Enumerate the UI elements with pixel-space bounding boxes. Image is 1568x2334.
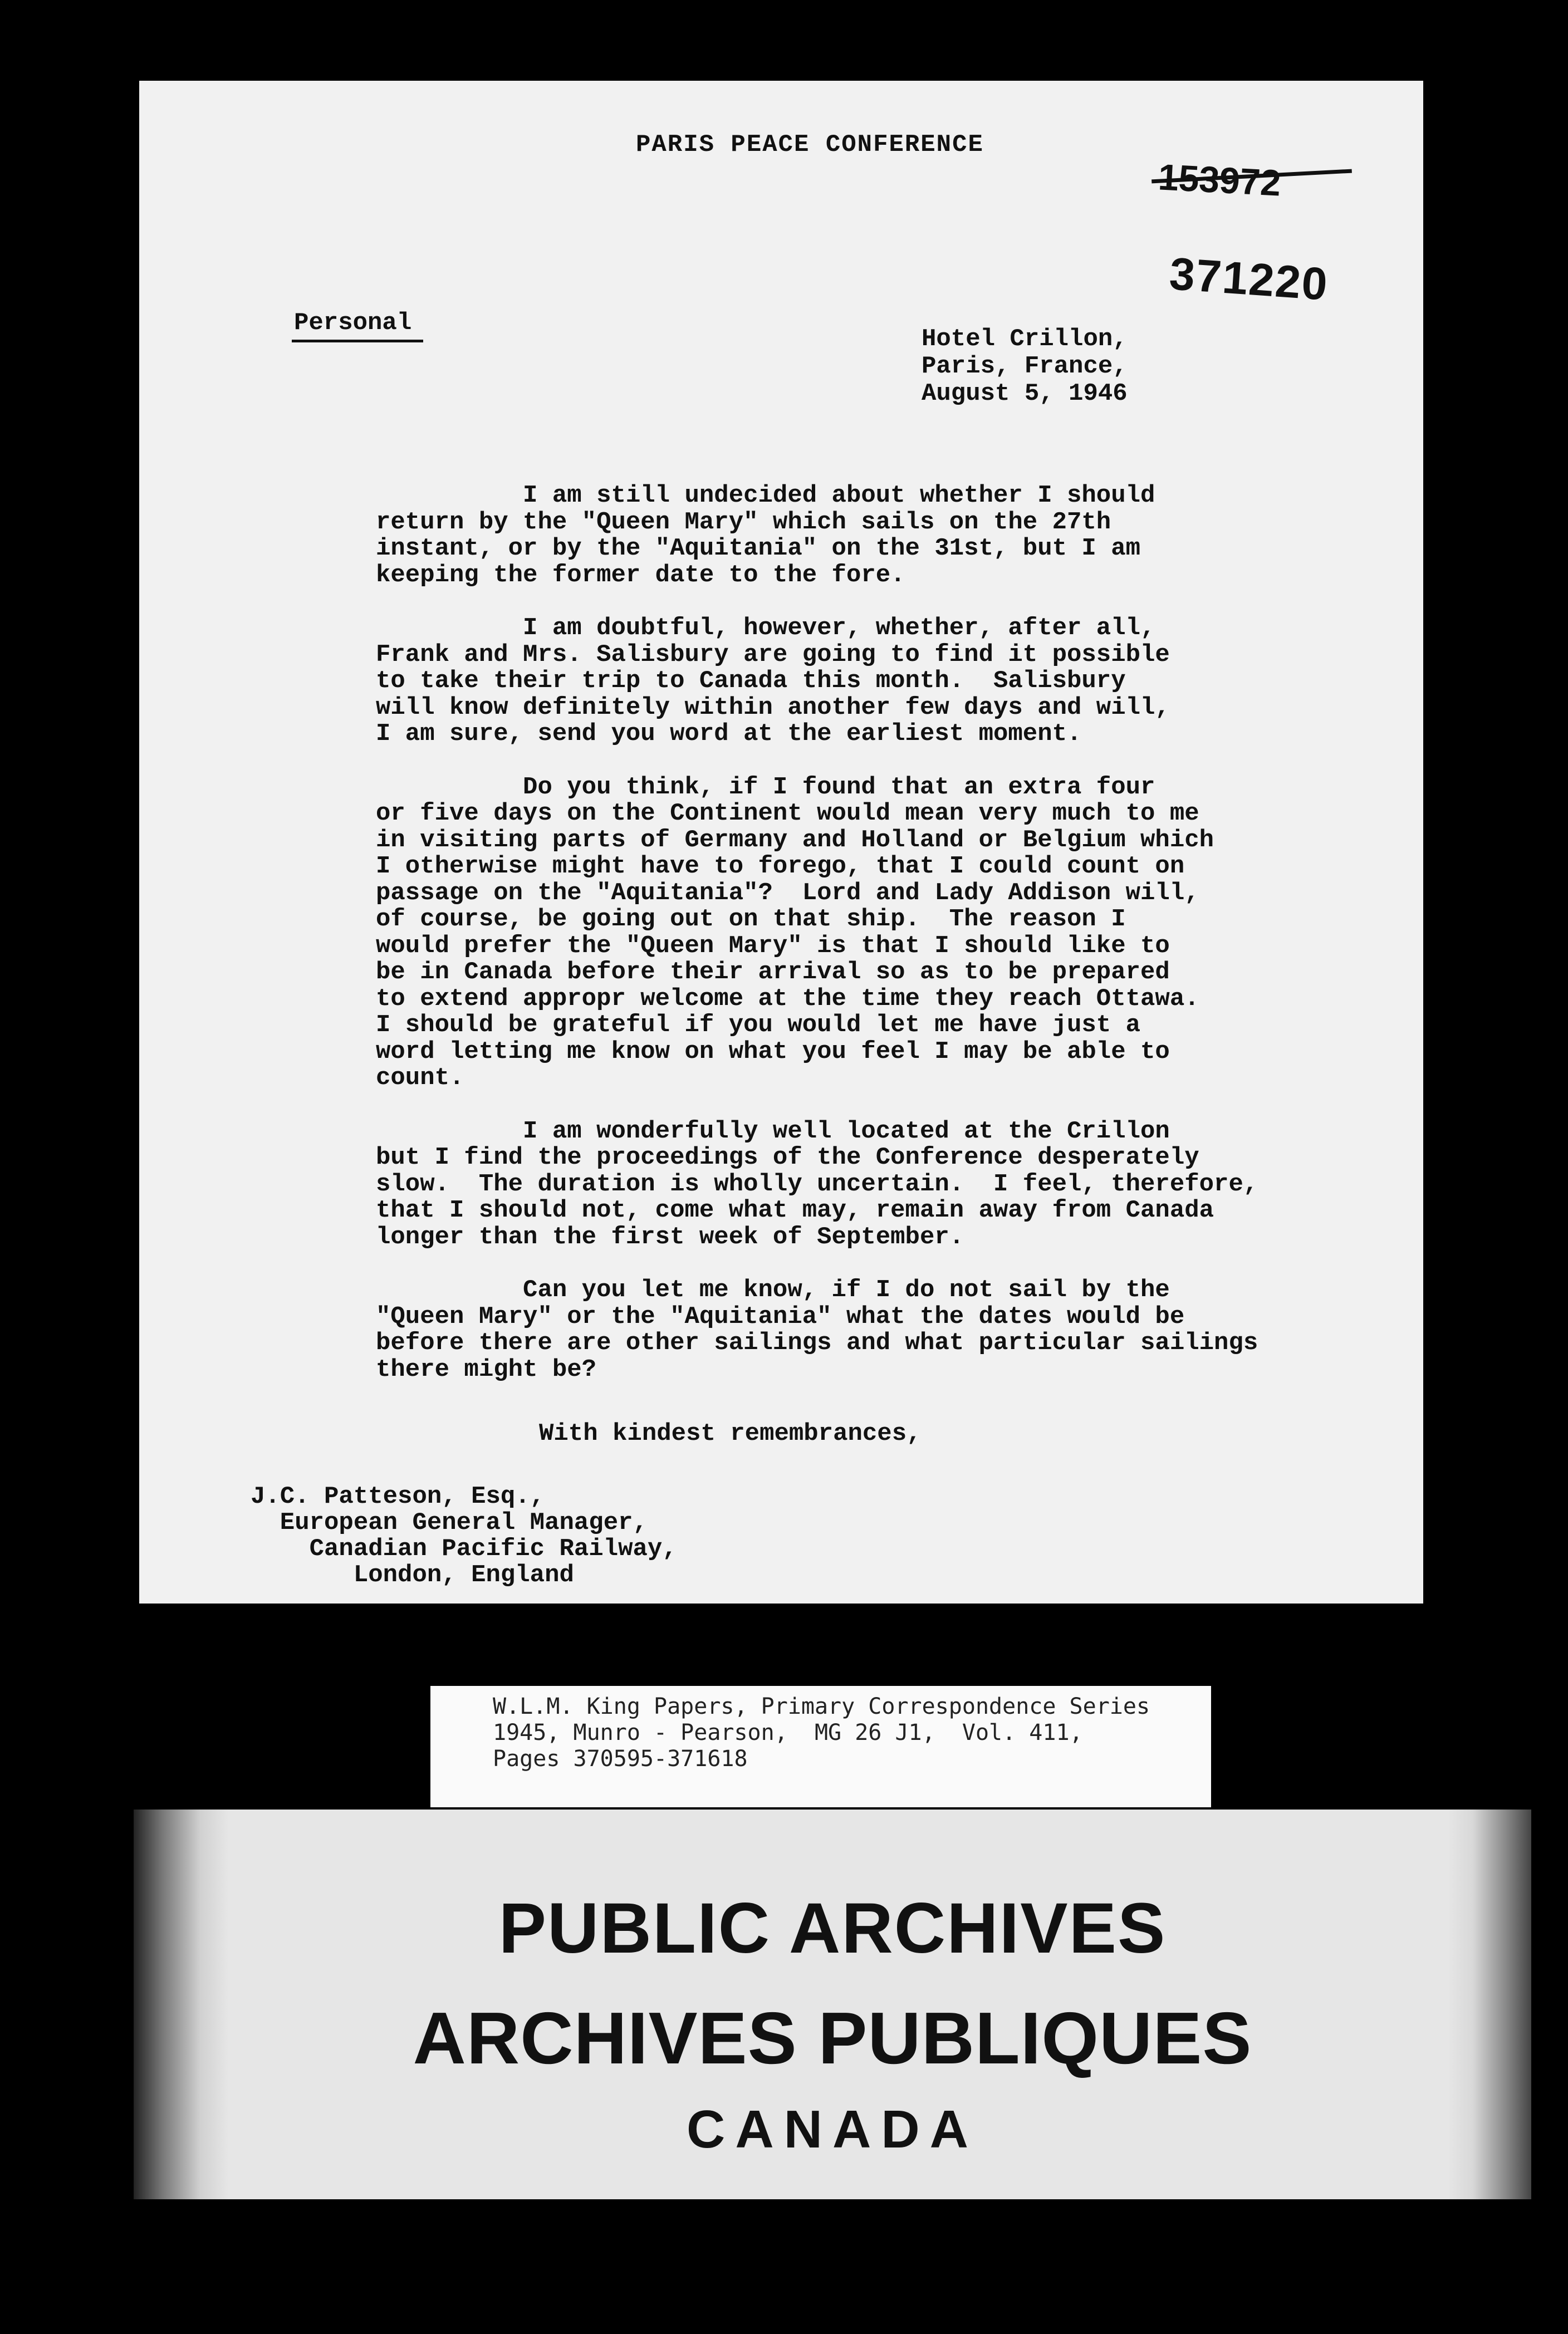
stamp-line-country: CANADA: [687, 2100, 978, 2159]
stamp-line-english: PUBLIC ARCHIVES: [498, 1889, 1167, 1968]
paragraph: [376, 1277, 1258, 1383]
text-line: of course, be going out on that ship. The reason I: [376, 905, 1126, 933]
sender-address: [922, 326, 1128, 408]
text-line: passage on the "Aquitania"? Lord and Lady Addison will,: [376, 879, 1199, 907]
address-line: Hotel Crillon,: [922, 325, 1128, 353]
text-line: or five days on the Continent would mean very much to me: [376, 800, 1199, 827]
old-page-number: 153972: [1157, 156, 1282, 204]
letter-body: [376, 483, 1258, 1410]
reference-line: W.L.M. King Papers, Primary Correspondence Series: [493, 1694, 1150, 1719]
text-line: count.: [376, 1064, 464, 1092]
stamp-line-french: ARCHIVES PUBLIQUES: [413, 1997, 1252, 2079]
reference-line: 1945, Munro - Pearson, MG 26 J1, Vol. 411,: [493, 1720, 1083, 1745]
text-line: Do you think, if I found that an extra four: [376, 773, 1155, 801]
text-line: Frank and Mrs. Salisbury are going to find it possible: [376, 640, 1170, 669]
recipient-address: [251, 1484, 677, 1588]
closing: With kindest remembrances,: [539, 1420, 922, 1448]
public-archives-stamp: [134, 1810, 1531, 2199]
text-line: be in Canada before their arrival so as to be prepared: [376, 958, 1170, 986]
paragraph: [376, 483, 1258, 589]
text-line: to take their trip to Canada this month. Salisbury: [376, 667, 1126, 695]
text-line: I am sure, send you word at the earliest moment.: [376, 720, 1082, 748]
address-date: August 5, 1946: [922, 380, 1128, 408]
text-line: longer than the first week of September.: [376, 1223, 964, 1251]
archive-reference-label: [430, 1686, 1211, 1807]
text-line: I am wonderfully well located at the Crillon: [376, 1117, 1170, 1145]
text-line: keeping the former date to the fore.: [376, 561, 905, 589]
page-number: 371220: [1168, 248, 1330, 310]
paragraph: [376, 774, 1258, 1092]
recipient-line: London, England: [251, 1561, 574, 1589]
text-line: "Queen Mary" or the "Aquitania" what the dates would be: [376, 1302, 1185, 1331]
text-line: before there are other sailings and what particular sailings: [376, 1329, 1258, 1357]
text-line: Can you let me know, if I do not sail by the: [376, 1276, 1170, 1304]
reference-line: Pages 370595-371618: [493, 1746, 748, 1772]
letterhead: PARIS PEACE CONFERENCE: [636, 131, 984, 159]
recipient-line: J.C. Patteson, Esq.,: [251, 1483, 545, 1511]
text-line: will know definitely within another few days and will,: [376, 693, 1170, 722]
letter-page: [139, 81, 1423, 1604]
personal-underline: [292, 340, 423, 342]
address-line: Paris, France,: [922, 352, 1128, 380]
text-line: in visiting parts of Germany and Holland or Belgium which: [376, 826, 1214, 854]
text-line: return by the "Queen Mary" which sails on the 27th: [376, 508, 1111, 536]
text-line: but I find the proceedings of the Conference desperately: [376, 1144, 1199, 1171]
text-line: I otherwise might have to forego, that I could count on: [376, 852, 1185, 880]
text-line: to extend appropr welcome at the time they reach Ottawa.: [376, 984, 1199, 1013]
text-line: word letting me know on what you feel I may be able to: [376, 1037, 1170, 1066]
paragraph: [376, 1119, 1258, 1251]
text-line: I am still undecided about whether I should: [376, 482, 1155, 509]
paragraph: [376, 615, 1258, 748]
text-line: would prefer the "Queen Mary" is that I should like to: [376, 931, 1170, 960]
personal-label: Personal: [294, 309, 412, 337]
text-line: that I should not, come what may, remain away from Canada: [376, 1197, 1214, 1224]
text-line: there might be?: [376, 1355, 597, 1384]
text-line: I should be grateful if you would let me have just a: [376, 1011, 1141, 1039]
text-line: instant, or by the "Aquitania" on the 31st, but I am: [376, 535, 1141, 562]
recipient-line: Canadian Pacific Railway,: [251, 1535, 677, 1563]
text-line: slow. The duration is wholly uncertain. I feel, therefore,: [376, 1170, 1258, 1198]
recipient-line: European General Manager,: [251, 1509, 648, 1537]
text-line: I am doubtful, however, whether, after all,: [376, 614, 1155, 642]
